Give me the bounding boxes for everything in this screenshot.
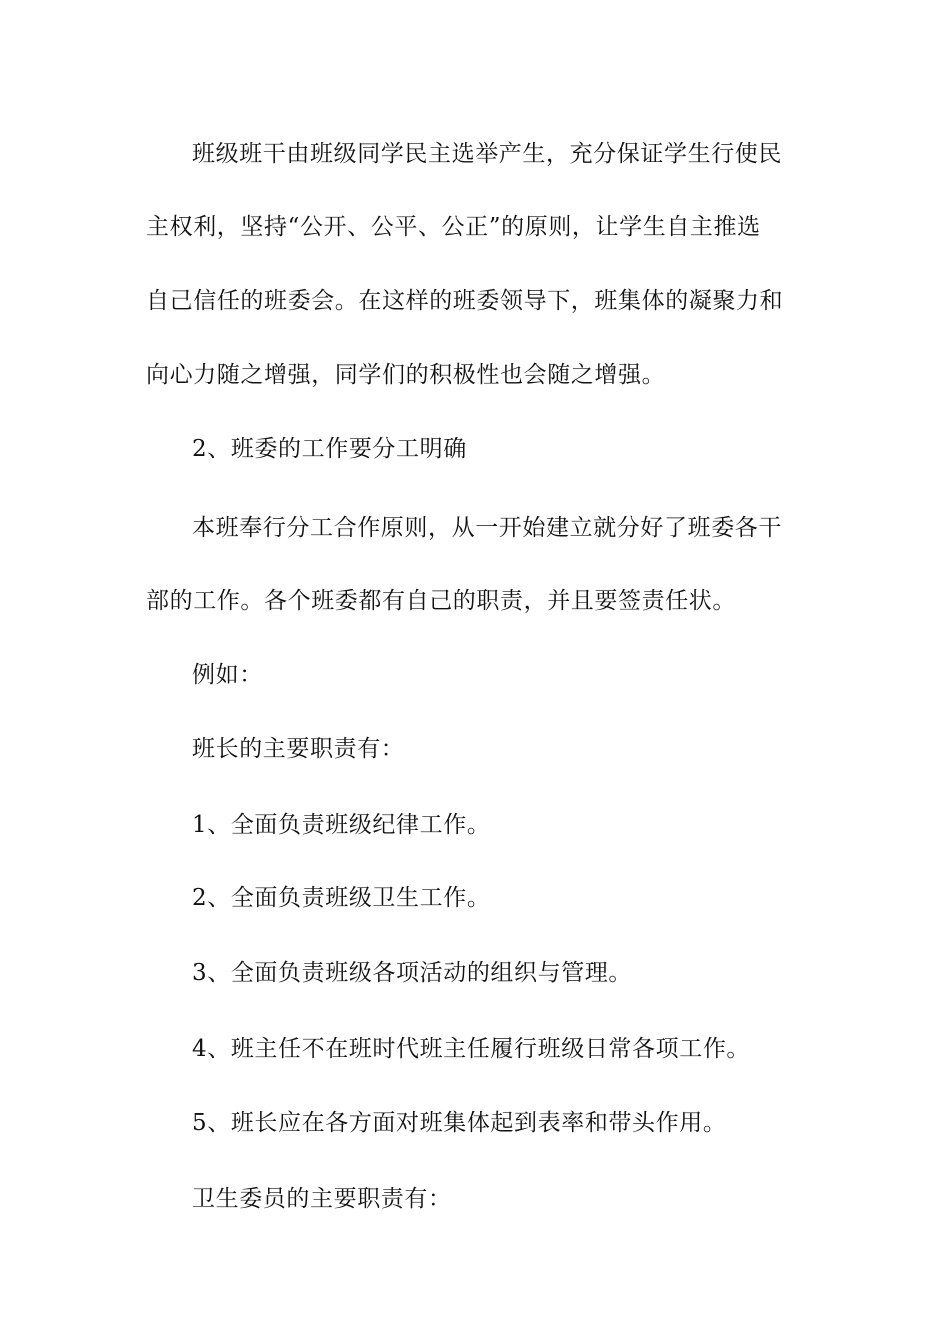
section-heading: 2、班委的工作要分工明确 <box>192 436 467 462</box>
paragraph-line: 主权利，坚持“公开、公平、公正”的原则，让学生自主推选 <box>146 214 761 240</box>
paragraph-line: 本班奉行分工合作原则，从一开始建立就分好了班委各干 <box>192 515 782 541</box>
list-item: 3、全面负责班级各项活动的组织与管理。 <box>192 960 633 986</box>
list-item: 5、班长应在各方面对班集体起到表率和带头作用。 <box>192 1110 727 1136</box>
paragraph-line: 自己信任的班委会。在这样的班委领导下，班集体的凝聚力和 <box>146 288 784 314</box>
list-item: 4、班主任不在班时代班主任履行班级日常各项工作。 <box>192 1036 751 1062</box>
list-item: 1、全面负责班级纪律工作。 <box>192 812 491 838</box>
paragraph-line: 例如： <box>192 662 263 688</box>
paragraph-line: 班级班干由班级同学民主选举产生，充分保证学生行使民 <box>192 141 782 167</box>
list-item: 2、全面负责班级卫生工作。 <box>192 885 491 911</box>
paragraph-line: 部的工作。各个班委都有自己的职责，并且要签责任状。 <box>146 588 736 614</box>
subheading: 班长的主要职责有： <box>192 736 405 762</box>
paragraph-line: 向心力随之增强，同学们的积极性也会随之增强。 <box>146 362 666 388</box>
subheading: 卫生委员的主要职责有： <box>192 1186 452 1212</box>
